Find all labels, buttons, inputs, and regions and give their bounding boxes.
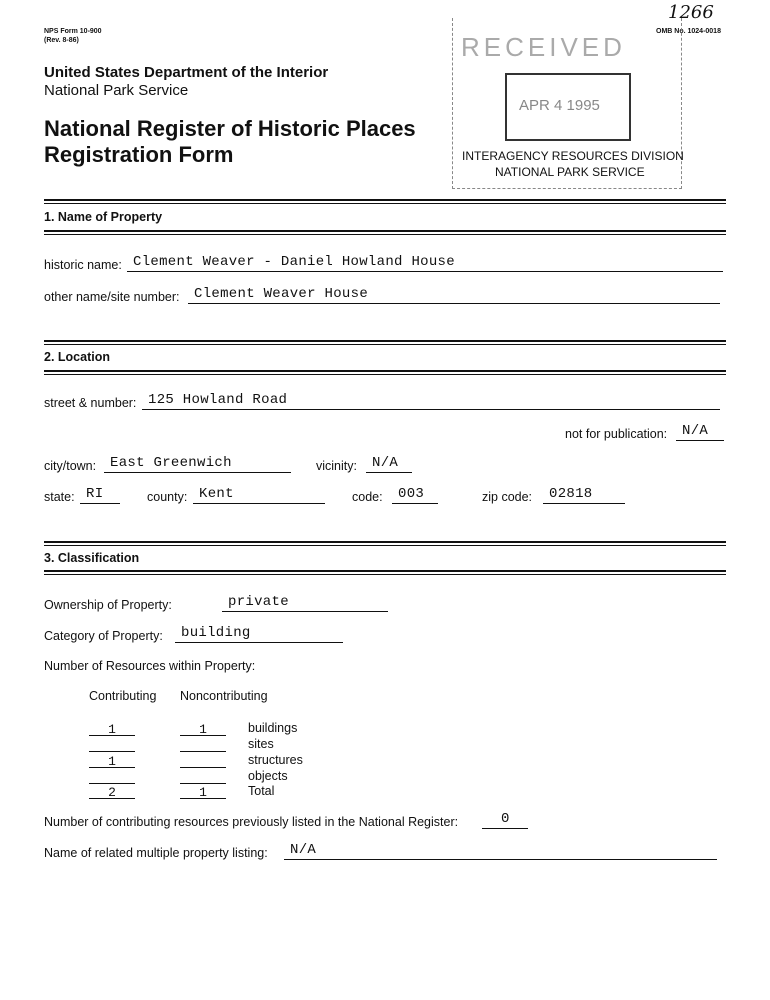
noncontributing-buildings[interactable] [180, 720, 226, 736]
code-value: 003 [398, 486, 425, 502]
contributing-total[interactable] [89, 783, 135, 799]
ownership-value: private [228, 594, 289, 610]
mpl-label: Name of related multiple property listing: [44, 846, 268, 860]
section3-top-rule [44, 541, 726, 543]
city-field[interactable] [104, 455, 291, 473]
zip-value: 02818 [549, 486, 593, 502]
contributing-structures-value: 1 [108, 754, 116, 769]
city-label: city/town: [44, 459, 97, 473]
state-value: RI [86, 486, 104, 502]
section1-top-rule [44, 199, 726, 201]
category-value: building [181, 625, 251, 641]
handwritten-number: 1266 [668, 2, 714, 23]
row-label-buildings: buildings [248, 721, 298, 735]
row-label-structures: structures [248, 753, 303, 767]
section1-rule [44, 230, 726, 232]
row-label-objects: objects [248, 769, 288, 783]
street-value: 125 Howland Road [148, 392, 288, 408]
resources-label: Number of Resources within Property: [44, 659, 256, 673]
previous-listed-field[interactable] [482, 811, 528, 829]
noncontributing-sites[interactable] [180, 736, 226, 752]
previous-listed-label: Number of contributing resources previously listed in the National Register: [44, 815, 459, 829]
row-label-sites: sites [248, 737, 274, 751]
previous-listed-value: 0 [501, 811, 510, 827]
nfp-label: not for publication: [565, 427, 668, 441]
noncontributing-total[interactable] [180, 783, 226, 799]
contributing-objects[interactable] [89, 768, 135, 784]
section2-rule [44, 370, 726, 372]
nfp-value: N/A [682, 423, 709, 439]
state-label: state: [44, 490, 75, 504]
service-name: National Park Service [44, 82, 189, 99]
stamp-date: APR 4 1995 [519, 97, 600, 114]
section1-top-rule-2 [44, 203, 726, 204]
section3-rule [44, 570, 726, 572]
category-field[interactable] [175, 625, 343, 643]
city-value: East Greenwich [110, 455, 232, 471]
stamp-received-text: RECEIVED [461, 32, 626, 62]
omb-number: OMB No. 1024-0018 [656, 28, 721, 35]
historic-name-field[interactable] [127, 254, 723, 272]
county-field[interactable] [193, 486, 325, 504]
section1-title: 1. Name of Property [44, 210, 163, 224]
noncontributing-buildings-value: 1 [199, 722, 207, 737]
zip-label: zip code: [482, 490, 533, 504]
historic-name-value: Clement Weaver - Daniel Howland House [133, 254, 455, 270]
code-label: code: [352, 490, 383, 504]
section2-rule-2 [44, 374, 726, 375]
contributing-buildings-value: 1 [108, 722, 116, 737]
stamp-date-box [505, 73, 631, 141]
vicinity-label: vicinity: [316, 459, 357, 473]
other-name-field[interactable] [188, 286, 720, 304]
section3-title: 3. Classification [44, 551, 140, 565]
contributing-header: Contributing [89, 689, 157, 703]
code-field[interactable] [392, 486, 438, 504]
noncontributing-total-value: 1 [199, 785, 207, 800]
section3-top-rule-2 [44, 545, 726, 546]
contributing-total-value: 2 [108, 785, 116, 800]
section3-rule-2 [44, 574, 726, 575]
noncontributing-structures[interactable] [180, 752, 226, 768]
section1-rule-2 [44, 234, 726, 235]
page-subtitle: Registration Form [44, 142, 234, 167]
form-revision: (Rev. 8-86) [44, 37, 79, 44]
form-number: NPS Form 10-900 [44, 28, 102, 35]
county-label: county: [147, 490, 188, 504]
street-label: street & number: [44, 396, 137, 410]
state-field[interactable] [80, 486, 120, 504]
section2-title: 2. Location [44, 350, 110, 364]
ownership-field[interactable] [222, 594, 388, 612]
section2-top-rule-2 [44, 344, 726, 345]
noncontributing-objects[interactable] [180, 768, 226, 784]
page-title: National Register of Historic Places [44, 116, 416, 141]
mpl-value: N/A [290, 842, 317, 858]
vicinity-field[interactable] [366, 455, 412, 473]
row-label-total: Total [248, 784, 275, 798]
noncontributing-header: Noncontributing [180, 689, 268, 703]
other-name-value: Clement Weaver House [194, 286, 369, 302]
mpl-field[interactable] [284, 842, 717, 860]
contributing-structures[interactable] [89, 752, 135, 768]
stamp-division: INTERAGENCY RESOURCES DIVISION [462, 149, 684, 163]
category-label: Category of Property: [44, 629, 163, 643]
street-field[interactable] [142, 392, 720, 410]
other-name-label: other name/site number: [44, 290, 180, 304]
ownership-label: Ownership of Property: [44, 598, 172, 612]
received-stamp [452, 18, 682, 189]
stamp-service: NATIONAL PARK SERVICE [495, 165, 645, 179]
county-value: Kent [199, 486, 234, 502]
department-name: United States Department of the Interior [44, 64, 329, 81]
section2-top-rule [44, 340, 726, 342]
nfp-field[interactable] [676, 423, 724, 441]
contributing-buildings[interactable] [89, 720, 135, 736]
zip-field[interactable] [543, 486, 625, 504]
vicinity-value: N/A [372, 455, 399, 471]
contributing-sites[interactable] [89, 736, 135, 752]
historic-name-label: historic name: [44, 258, 122, 272]
